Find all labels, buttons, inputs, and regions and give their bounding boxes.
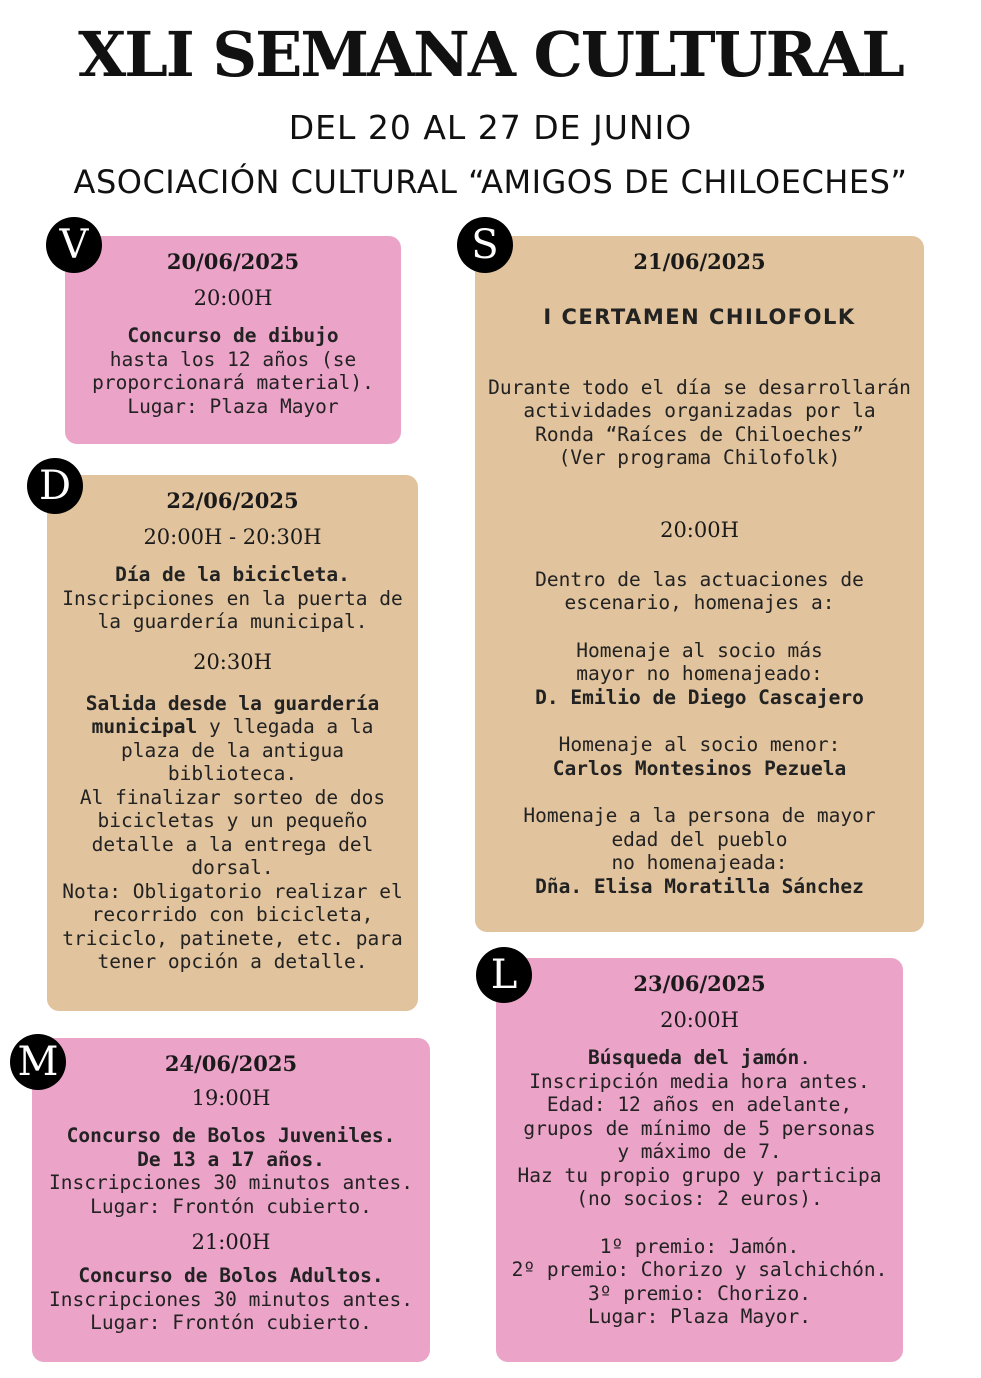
sunday-ins1: Inscripciones en la puerta de — [62, 586, 403, 610]
friday-badge: V — [46, 217, 102, 273]
friday-card — [65, 236, 401, 444]
tuesday-title1b: De 13 a 17 años. — [137, 1147, 325, 1171]
friday-line2: proporcionará material). — [92, 371, 374, 394]
sunday-exit2 — [55, 715, 410, 739]
saturday-card — [475, 236, 924, 932]
sunday-draw4: dorsal. — [191, 856, 274, 879]
sunday-draw2: bicicletas y un pequeño — [97, 809, 368, 832]
saturday-stage1: Dentro de las actuaciones de — [535, 567, 864, 591]
sunday-note3: triciclo, patinete, etc. para — [62, 926, 403, 950]
monday-l2: Edad: 12 años en adelante, — [546, 1093, 853, 1116]
monday-title-end: . — [799, 1046, 812, 1069]
monday-badge: L — [476, 947, 532, 1003]
association-name: ASOCIACIÓN CULTURAL “AMIGOS DE CHILOECHES” — [73, 163, 908, 201]
saturday-h3-line2: edad del pueblo — [611, 827, 788, 851]
tuesday-ins2: Inscripciones 30 minutos antes. — [49, 1287, 413, 1311]
sunday-badge: D — [27, 458, 83, 514]
friday-event-title: Concurso de dibujo — [127, 324, 339, 347]
friday-time: 20:00H — [193, 286, 273, 310]
saturday-desc3: Ronda “Raíces de Chiloeches” — [535, 422, 864, 446]
monday-l1: Inscripción media hora antes. — [529, 1069, 870, 1093]
friday-place: Lugar: Plaza Mayor — [127, 394, 339, 418]
monday-card — [496, 958, 903, 1362]
tuesday-date: 24/06/2025 — [164, 1051, 298, 1076]
sunday-date: 22/06/2025 — [166, 488, 299, 513]
sunday-card — [47, 475, 418, 1011]
monday-event-title: Búsqueda del jamón — [587, 1046, 800, 1069]
sunday-exit2-bold: municipal — [91, 715, 198, 738]
sunday-exit2-rest: y llegada a la — [197, 715, 374, 738]
monday-title-line — [504, 1046, 895, 1070]
monday-time: 20:00H — [660, 1008, 739, 1032]
saturday-time: 20:00H — [660, 517, 739, 542]
monday-l3: grupos de mínimo de 5 personas — [523, 1116, 876, 1140]
saturday-h1-name: D. Emilio de Diego Cascajero — [535, 685, 864, 709]
tuesday-badge: M — [10, 1034, 66, 1090]
saturday-h2-name: Carlos Montesinos Pezuela — [552, 756, 847, 780]
saturday-h2-line1: Homenaje al socio menor: — [558, 733, 841, 756]
poster-title: XLI SEMANA CULTURAL — [78, 18, 903, 91]
saturday-date: 21/06/2025 — [633, 249, 766, 274]
sunday-note4: tener opción a detalle. — [97, 950, 368, 973]
sunday-note1: Nota: Obligatorio realizar el — [62, 879, 403, 903]
saturday-h1-line1: Homenaje al socio más — [576, 638, 823, 662]
sunday-time1: 20:00H - 20:30H — [143, 525, 322, 549]
event-dates: DEL 20 AL 27 DE JUNIO — [288, 108, 693, 147]
sunday-exit4: biblioteca. — [167, 762, 298, 785]
sunday-draw1: Al finalizar sorteo de dos — [79, 785, 386, 809]
monday-prize1: 1º premio: Jamón. — [599, 1234, 800, 1258]
monday-place: Lugar: Plaza Mayor. — [587, 1305, 812, 1328]
saturday-event-title: I CERTAMEN CHILOFOLK — [543, 305, 856, 329]
sunday-ins2: la guardería municipal. — [97, 610, 368, 633]
tuesday-place1: Lugar: Frontón cubierto. — [90, 1194, 372, 1218]
tuesday-time2: 21:00H — [191, 1230, 271, 1254]
sunday-event-title: Día de la bicicleta. — [115, 563, 350, 586]
saturday-h3-name: Dña. Elisa Moratilla Sánchez — [535, 874, 864, 898]
tuesday-title1a: Concurso de Bolos Juveniles. — [66, 1124, 396, 1147]
friday-line1: hasta los 12 años (se — [109, 347, 357, 371]
tuesday-place2: Lugar: Frontón cubierto. — [90, 1311, 372, 1334]
saturday-stage2: escenario, homenajes a: — [564, 591, 835, 614]
monday-l6: (no socios: 2 euros). — [576, 1187, 823, 1210]
saturday-desc1: Durante todo el día se desarrollarán — [488, 375, 911, 399]
saturday-h3-line1: Homenaje a la persona de mayor — [523, 804, 876, 827]
saturday-h3-line3: no homenajeada: — [611, 851, 788, 874]
tuesday-ins1: Inscripciones 30 minutos antes. — [49, 1171, 413, 1194]
tuesday-card — [32, 1038, 430, 1362]
saturday-desc4: (Ver programa Chilofolk) — [558, 446, 841, 469]
monday-l5: Haz tu propio grupo y participa — [517, 1163, 882, 1187]
saturday-h1-line2: mayor no homenajeado: — [576, 662, 823, 685]
sunday-note2: recorrido con bicicleta, — [91, 903, 374, 926]
saturday-desc2: actividades organizadas por la — [523, 399, 876, 422]
tuesday-time1: 19:00H — [191, 1086, 271, 1110]
friday-date: 20/06/2025 — [166, 249, 300, 274]
sunday-time2: 20:30H — [193, 649, 272, 674]
monday-date: 23/06/2025 — [633, 971, 766, 996]
tuesday-title2: Concurso de Bolos Adultos. — [78, 1264, 384, 1287]
sunday-exit3: plaza de la antigua — [120, 738, 345, 762]
monday-prize3: 3º premio: Chorizo. — [587, 1281, 812, 1305]
saturday-badge: S — [457, 217, 513, 273]
sunday-draw3: detalle a la entrega del — [91, 832, 374, 856]
monday-prize2: 2º premio: Chorizo y salchichón. — [511, 1258, 888, 1281]
sunday-exit1: Salida desde la guardería — [85, 691, 380, 715]
monday-l4: y máximo de 7. — [617, 1140, 782, 1163]
